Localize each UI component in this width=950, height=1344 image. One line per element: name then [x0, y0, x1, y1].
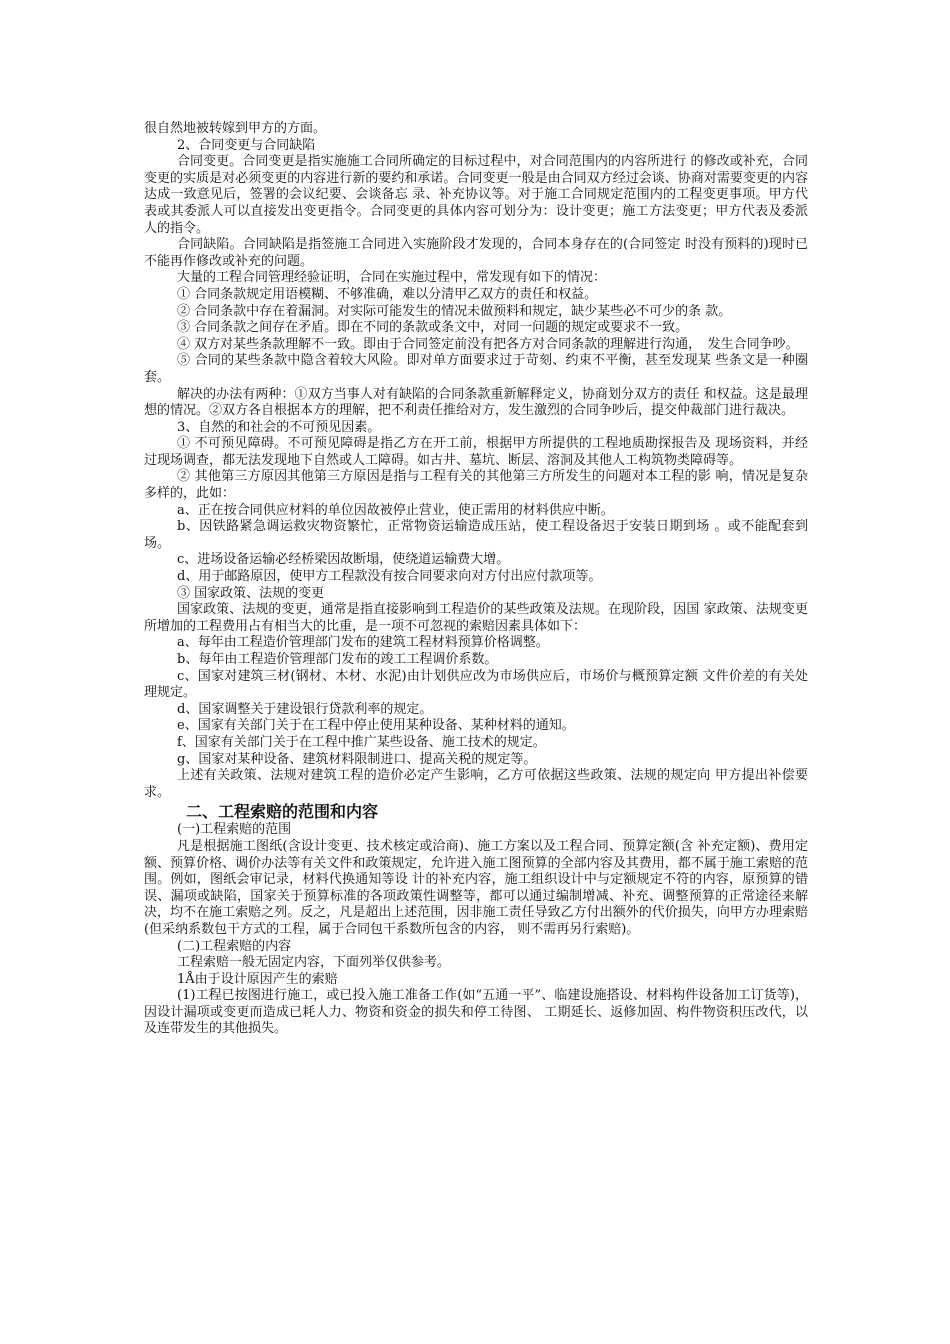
paragraph: f、国家有关部门关于在工程中推广某些设备、施工技术的规定。 [177, 734, 546, 750]
paragraph: 合同缺陷。合同缺陷是指签施工合同进入实施阶段才发现的，合同本身存在的(合同签定 时没有预料的)现时已不能再作修改或补充的问题。 [144, 237, 808, 269]
paragraph: 大量的工程合同管理经验证明，合同在实施过程中，常发现有如下的情况： [177, 270, 607, 286]
paragraph: ② 合同条款中存在着漏洞。对实际可能发生的情况未做预料和规定，缺少某些必不可少的条 款。 [177, 303, 732, 319]
paragraph: b、因铁路紧急调运救灾物资繁忙，正常物资运输造成压站，使工程设备迟于安装日期到场 。或不能配套到场。 [144, 519, 808, 551]
paragraph: 工程索赔一般无固定内容，下面列举仅供参考。 [177, 955, 451, 971]
paragraph: 凡是根据施工图纸(含设计变更、技术核定或洽商)、施工方案以及工程合同、预算定额(含 补充定额)、费用定额、预算价格、调价办法等有关文件和政策规定，允许进入施工图预算的全部内容及其费用，都不属于施工索赔的范围。例如，图纸会审记录，材料代换通知等设 计的补充内容，施工组织设计中与定额规定不符的内容，原预算的错误、漏项或缺陷，国家关于预算标准的各项政策性调整等，都可以通过编制增减、补充、调整预算的正常途径来解 决，均不在施工索赔之列。反之，凡是超出上述范围，因非施工责任导致乙方付出额外的代价损失，向甲方办理索赔(但采纳系数包干方式的工程，属于合同包干系数所包含的内容， 则不需再另行索赔)。 [144, 838, 808, 937]
paragraph: 上述有关政策、法规对建筑工程的造价必定产生影响，乙方可依据这些政策、法规的规定向 甲方提出补偿要求。 [144, 768, 808, 800]
paragraph: 合同变更。合同变更是指实施施工合同所确定的目标过程中，对合同范围内的内容所进行 的修改或补充，合同变更的实质是对必须变更的内容进行新的要约和承诺。合同变更一般是由合同双方经过会谈、协商对需要变更的内容达成一致意见后，签署的会议纪要、会谈备忘 录、补充协议等。对于施工合同规定范围内的工程变更事项。甲方代表或其委派人可以直接发出变更指令。合同变更的具体内容可划分为：设计变更；施工方法变更；甲方代表及委派 人的指令。 [144, 154, 808, 236]
paragraph: ① 合同条款规定用语模糊、不够准确，难以分清甲乙双方的责任和权益。 [177, 286, 598, 302]
paragraph: c、国家对建筑三材(钢材、木材、水泥)由计划供应改为市场供应后，市场价与概预算定额 文件价差的有关处理规定。 [144, 668, 808, 701]
paragraph: (1)工程已按图进行施工，或已投入施工准备工作(如“五通一平”、临建设施搭设、材料构件设备加工订货等)，因设计漏项或变更而造成已耗人力、物资和资金的损失和停工待图、 工期延长、返修加固、构件物资积压改代，以及连带发生的其他损失。 [144, 988, 808, 1037]
paragraph: e、国家有关部门关于在工程中停止使用某种设备、某种材料的通知。 [177, 718, 575, 734]
paragraph: 很自然地被转嫁到甲方的方面。 [144, 121, 327, 136]
paragraph: ② 其他第三方原因其他第三方原因是指与工程有关的其他第三方所发生的问题对本工程的影 响，情况是复杂多样的，此如： [144, 469, 808, 502]
paragraph: (一)工程索赔的范围 [177, 822, 292, 838]
paragraph: a、每年由工程造价管理部门发布的建筑工程材料预算价格调整。 [177, 635, 549, 651]
paragraph: g、国家对某种设备、建筑材料限制进口、提高关税的规定等。 [177, 751, 537, 767]
paragraph: 3、自然的和社会的不可预见因素。 [177, 419, 381, 435]
paragraph: ③ 国家政策、法规的变更 [177, 585, 325, 601]
paragraph: ① 不可预见障碍。不可预见障碍是指乙方在开工前，根据甲方所提供的工程地质勘探报告及 现场资料，并经过现场调查，都无法发现地下自然或人工障碍。如古井、墓坑、断层、溶洞及其他人工构筑物类障碍等。 [144, 436, 808, 468]
paragraph: c、进场设备运输必经桥梁因故断塌，使绕道运输费大增。 [177, 552, 510, 568]
section-heading: 二、工程索赔的范围和内容 [186, 802, 379, 822]
paragraph: d、用于邮路原因，使甲方工程款没有按合同要求向对方付出应付款项等。 [177, 569, 602, 585]
paragraph: 2、合同变更与合同缺陷 [177, 137, 316, 153]
paragraph: 国家政策、法规的变更，通常是指直接影响到工程造价的某些政策及法规。在现阶段，因国 家政策、法规变更所增加的工程费用占有相当大的比重，是一项不可忽视的索赔因素具体如下： [144, 602, 808, 634]
paragraph: a、正在按合同供应材料的单位因故被停止营业，使正需用的材料供应中断。 [177, 502, 614, 518]
document-page [144, 121, 808, 1038]
paragraph: ③ 合同条款之间存在矛盾。即在不同的条款或条文中，对同一问题的规定或要求不一致。 [177, 320, 689, 336]
paragraph: 1Å由于设计原因产生的索赔 [177, 971, 338, 987]
paragraph: ④ 双方对某些条款理解不一致。即由于合同签定前没有把各方对合同条款的理解进行沟通， 发生合同争吵。 [177, 336, 799, 352]
section-body-1 [144, 121, 808, 801]
section-body-2 [144, 822, 808, 1038]
paragraph: ⑤ 合同的某些条款中隐含着较大风险。即对单方面要求过于苛刻、约束不平衡，甚至发现某 些条文是一种圈套。 [144, 353, 808, 385]
paragraph: d、国家调整关于建设银行贷款利率的规定。 [177, 701, 433, 717]
paragraph: 解决的办法有两种：①双方当事人对有缺陷的合同条款重新解释定义，协商划分双方的责任 和权益。这是最理想的情况。②双方各自根据本方的理解，把不利责任推给对方，发生激烈的合同争吵后，提交仲裁部门进行裁决。 [144, 386, 808, 419]
paragraph: b、每年由工程造价管理部门发布的竣工工程调价系数。 [177, 652, 498, 667]
paragraph: (二)工程索赔的内容 [177, 938, 292, 954]
